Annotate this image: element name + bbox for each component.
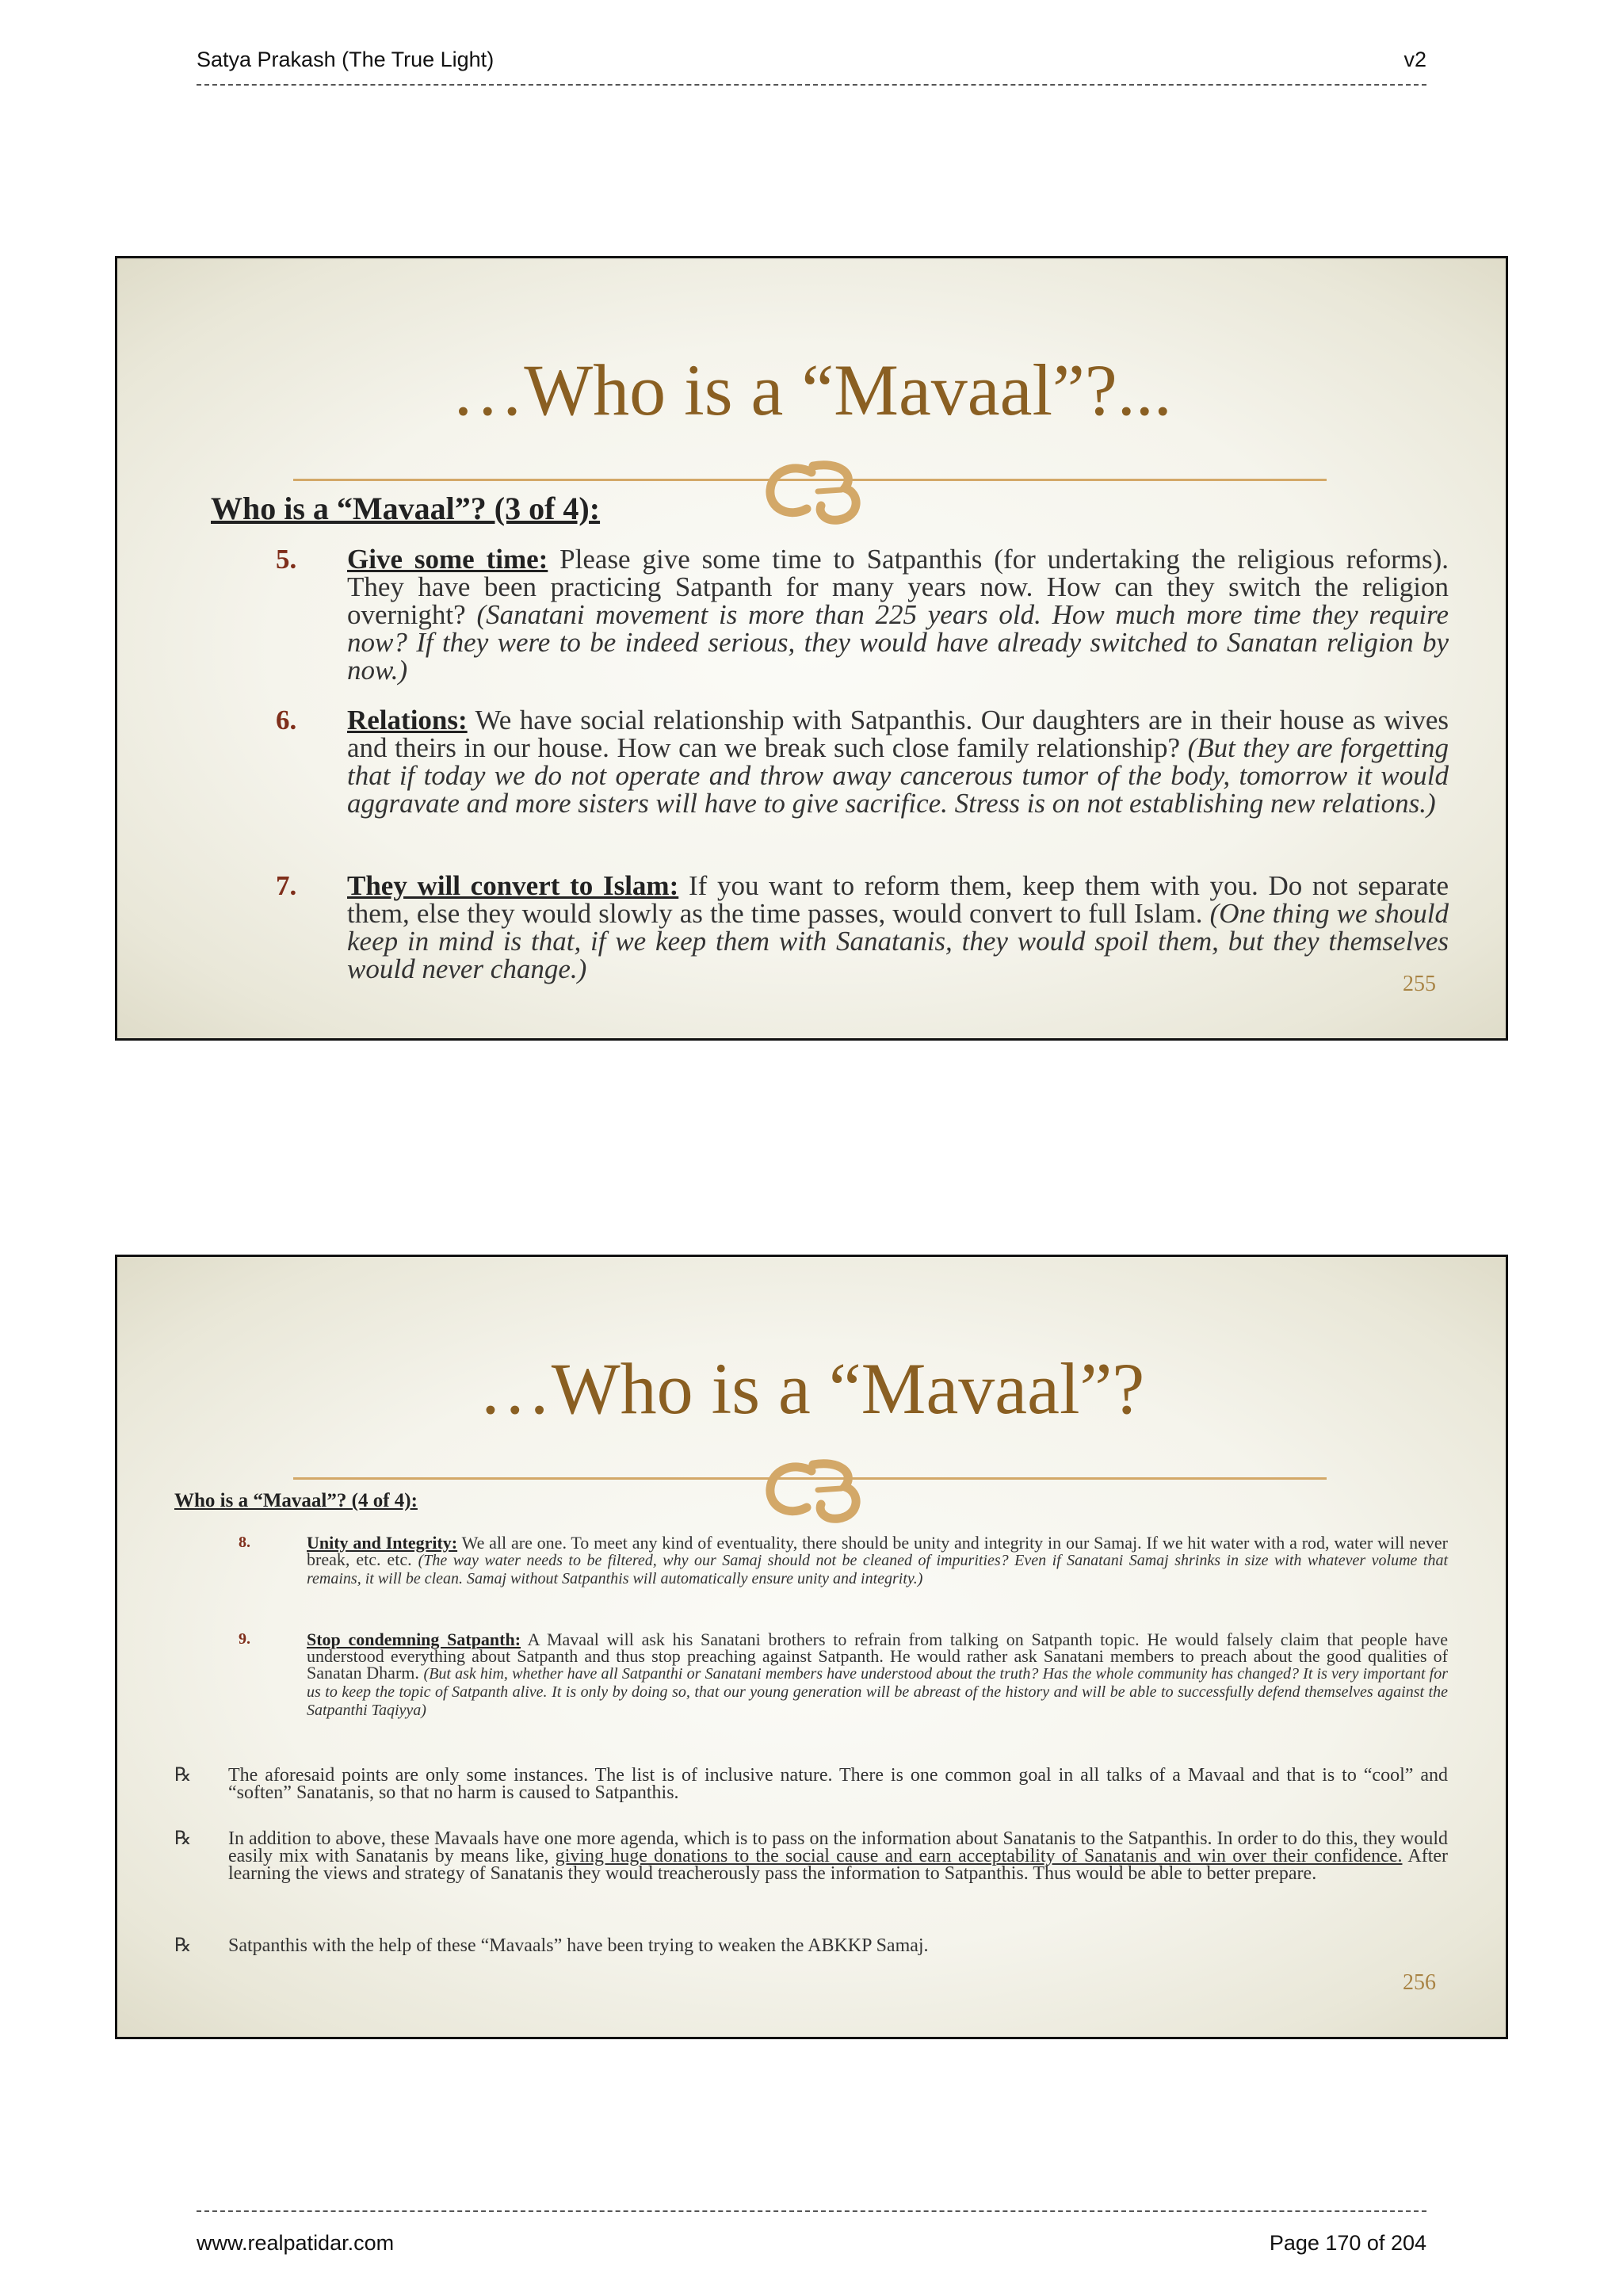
document-version: v2 (1403, 48, 1426, 71)
item-body (347, 872, 1449, 983)
footer-website-link[interactable]: www.realpatidar.com (197, 2231, 395, 2255)
flourish-ornament-icon (762, 457, 873, 528)
bullet-underlined-text: giving huge donations to the social cause and earn acceptability of Sanatanis and win over their confidence. (555, 1846, 1403, 1866)
item-note: (One thing we should keep in mind is that, if we keep them with Sanatanis, they would spoil them, but they themselves would never change.) (347, 898, 1449, 984)
item-lead: They will convert to Islam: (347, 870, 679, 901)
bullet-glyph-icon: ℞ (174, 1828, 192, 1849)
bullet-item (174, 1830, 1448, 1882)
slide-subheading: Who is a “Mavaal”? (3 of 4): (211, 491, 601, 526)
item-number: 9. (239, 1630, 250, 1648)
item-note: (Sanatani movement is more than 225 years old. How much more time they require now? If they were to be indeed serious, they would have already switched to Sanatan religion by now.) (347, 599, 1449, 686)
list-item (239, 1534, 1448, 1587)
item-body (307, 1631, 1448, 1719)
bullet-glyph-icon: ℞ (174, 1935, 192, 1956)
bullet-text: In addition to above, these Mavaals have one more agenda, which is to pass on the information about Sanatanis to the Satpanthis. In order to do this, they would easily mix with Sanatanis by means like, (228, 1828, 1448, 1866)
item-body (347, 706, 1449, 817)
item-text: A Mavaal will ask his Sanatani brothers to refrain from talking on Satpanth topic. He would falsely claim that people have understood everything about Satpanth and thus stop preaching against Satpanth. He would rather ask Sanatani members to preach about the good qualities of Sanatan Dharm. (307, 1629, 1448, 1683)
slide-title: …Who is a “Mavaal”?... (451, 350, 1172, 430)
item-note: (But ask him, whether have all Satpanthi or Sanatani members have understood about the truth? Has the whole community has changed? It is very important for us to keep the topic of Satpanth alive. It is only by doing so, that our young generation will be abreast of the history and will be able to successfully defend themselves against the Satpanthi Taqiyya) (307, 1665, 1448, 1719)
slide-page-number: 255 (1403, 972, 1436, 996)
item-lead: Relations: (347, 705, 468, 735)
item-body (307, 1534, 1448, 1587)
item-note: (But they are forgetting that if today we do not operate and throw away cancerous tumor of the body, tomorrow it would aggravate and more sisters will have to give sacrifice. Stress is on not establishing new relations.) (347, 732, 1449, 819)
item-lead: Give some time: (347, 544, 548, 575)
bullet-text: The aforesaid points are only some instances. The list is of inclusive nature. There is one common goal in all talks of a Mavaal and that is to “cool” and “soften” Sanatanis, so that no harm is caused to Satpanthis. (228, 1765, 1448, 1803)
item-text: Please give some time to Satpanthis (for undertaking the religious reforms). They have been practicing Satpanth for many years now. How can they switch the religion overnight? (347, 544, 1449, 630)
item-text: We have social relationship with Satpanthis. Our daughters are in their house as wives and theirs in our house. How can we break such close family relationship? (347, 705, 1449, 763)
bullet-glyph-icon: ℞ (174, 1765, 192, 1786)
bullet-text: Satpanthis with the help of these “Mavaals” have been trying to weaken the ABKKP Samaj. (228, 1935, 929, 1956)
bullet-text: After learning the views and strategy of Sanatanis they would treacherously pass the information to Satpanthis. Thus would be able to better prepare. (228, 1846, 1449, 1884)
list-item (239, 1631, 1448, 1719)
list-item (276, 872, 1449, 983)
slide-page-number: 256 (1403, 1970, 1436, 1995)
item-lead: Stop condemning Satpanth: (307, 1629, 521, 1649)
footer-page-number: Page 170 of 204 (1269, 2231, 1426, 2255)
slide-256 (115, 1255, 1508, 2039)
bullet-body (228, 1830, 1448, 1882)
bullet-item (174, 1767, 1448, 1801)
item-number: 6. (276, 705, 297, 735)
list-item (276, 706, 1449, 817)
document-title: Satya Prakash (The True Light) (197, 48, 495, 71)
item-number: 5. (276, 544, 297, 575)
item-text: We all are one. To meet any kind of eventuality, there should be unity and integrity in our Samaj. If we hit water with a rod, water will never break, etc. etc. (307, 1533, 1448, 1569)
header-divider (197, 84, 1426, 86)
slide-255 (115, 256, 1508, 1041)
slide-subheading: Who is a “Mavaal”? (4 of 4): (174, 1490, 418, 1511)
item-number: 7. (276, 870, 297, 901)
item-number: 8. (239, 1534, 250, 1551)
bullet-item (174, 1937, 1448, 1954)
item-body (347, 545, 1449, 684)
item-note: (The way water needs to be filtered, why our Samaj should not be cleaned of impurities? Even if Sanatani Samaj shrinks in size with whatever volume that remains, it will be clean. Samaj without Satpanthis will automatically ensure unity and integrity.) (307, 1552, 1449, 1587)
item-lead: Unity and Integrity: (307, 1533, 458, 1553)
item-text: If you want to reform them, keep them with you. Do not separate them, else they would slowly as the time passes, would convert to full Islam. (347, 870, 1449, 929)
slide-title: …Who is a “Mavaal”? (478, 1348, 1145, 1429)
list-item (276, 545, 1449, 684)
flourish-ornament-icon (762, 1455, 873, 1526)
footer-divider (197, 2210, 1426, 2212)
